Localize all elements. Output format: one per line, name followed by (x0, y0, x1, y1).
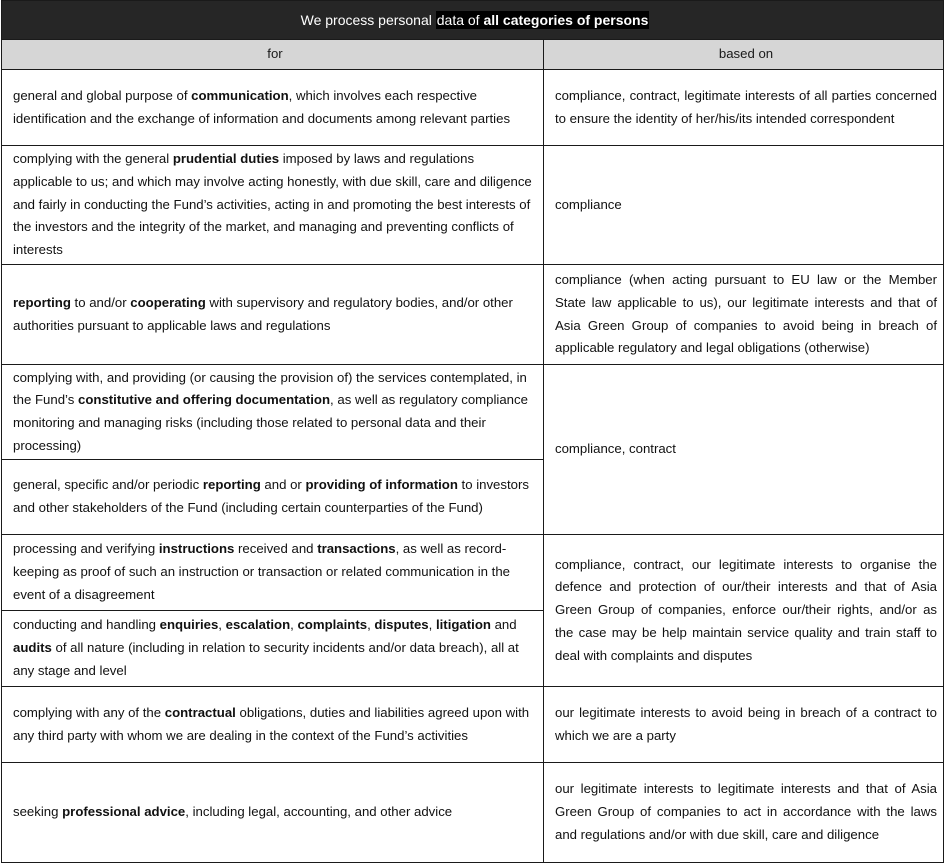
text-segment: received and (234, 541, 318, 557)
purpose-cell (2, 265, 544, 365)
text-segment: to investors and other stakeholders of the Fund (including certain counterparties of the Fund) (13, 477, 529, 515)
legal-basis-cell: our legitimate interests to avoid being in breach of a contract to which we are a party (544, 687, 944, 763)
text-segment: complying with any of the (13, 704, 165, 720)
legal-basis-cell: compliance, contract, legitimate interests of all parties concerned to ensure the identity of her/his/its intended correspondent (544, 70, 944, 146)
emphasized-term: escalation (225, 617, 291, 633)
table-row (2, 535, 944, 611)
text-segment: , (428, 617, 436, 633)
emphasized-term: disputes (374, 617, 429, 633)
emphasized-term: professional advice (62, 804, 186, 820)
legal-basis-cell: our legitimate interests to legitimate interests and that of Asia Green Group of companies to act in accordance with the laws and regulations and/or with due skill, care and diligence (544, 763, 944, 863)
text-segment: , including legal, accounting, and other advice (185, 804, 453, 820)
emphasized-term: instructions (158, 541, 235, 557)
emphasized-term: litigation (435, 617, 491, 633)
text-segment: conducting and handling (13, 617, 160, 633)
table-row (2, 265, 944, 365)
text-segment: complying with, and providing (or causing the provision of) the services contemplated, in the Fund’s (13, 369, 527, 408)
emphasized-term: reporting (13, 294, 71, 310)
table-row (2, 70, 944, 146)
text-segment: obligations, duties and liabilities agreed upon with any third party with whom we are dealing in the context of the Fund’s activities (13, 704, 530, 743)
legal-basis-cell: compliance (when acting pursuant to EU law or the Member State law applicable to us), our legitimate interests and that of Asia Green Group of companies to avoid being in breach of applicable regulatory and legal obligations (otherwise) (544, 265, 944, 365)
purpose-cell (2, 365, 544, 460)
table-row (2, 365, 944, 460)
text-segment: , as well as record-keeping as proof of such an instruction or transaction or related communication in the event of a disagreement (13, 541, 511, 602)
text-segment: general, specific and/or periodic (13, 477, 203, 493)
purpose-cell (2, 460, 544, 535)
emphasized-term: prudential duties (172, 151, 280, 167)
text-segment: , which involves each respective identification and the exchange of information and documents among relevant parties (13, 87, 511, 126)
emphasized-term: providing of information (305, 477, 458, 493)
emphasized-term: cooperating (130, 294, 206, 310)
purpose-cell (2, 146, 544, 265)
text-segment: processing and verifying (13, 541, 159, 557)
text-segment: imposed by laws and regulations applicable to us; and which may involve acting honestly, with due skill, care and diligence and fairly in conducting the Fund’s activities, acting in and promoting the best interests of the investors and the integrity of the market, and managing and preventing conflicts of interests (13, 151, 532, 258)
emphasized-term: communication (191, 87, 289, 103)
text-segment: of all nature (including in relation to security incidents and/or data breach), all at any stage and level (13, 640, 519, 678)
text-segment: , (367, 617, 375, 633)
purpose-cell (2, 70, 544, 146)
text-segment: , (290, 617, 298, 633)
column-header-for: for (2, 40, 544, 70)
legal-basis-cell: compliance, contract (544, 365, 944, 535)
legal-basis-cell: compliance, contract, our legitimate interests to organise the defence and protection of our/their interests and that of Asia Green Group of companies, enforce our/their rights, and/or as the case may be help maintain service quality and train staff to deal with complaints and disputes (544, 535, 944, 687)
text-segment: , (218, 617, 226, 633)
title-highlight (436, 11, 650, 29)
text-segment: with supervisory and regulatory bodies, and/or other authorities pursuant to applicable laws and regulations (13, 294, 513, 333)
text-segment: complying with the general (13, 151, 173, 167)
text-segment: to and/or (70, 294, 131, 310)
emphasized-term: audits (13, 640, 52, 656)
emphasized-term: transactions (317, 541, 396, 557)
table-banner-row (2, 1, 944, 40)
text-segment: , as well as regulatory compliance monitoring and managing risks (including those related to personal data and their processing) (13, 392, 528, 453)
purpose-cell (2, 535, 544, 611)
title-highlight-plain: data of (436, 11, 484, 28)
column-header-row (2, 40, 944, 70)
table-row (2, 146, 944, 265)
title-prefix: We process personal (300, 11, 436, 28)
text-segment: seeking (13, 804, 63, 820)
purpose-cell (2, 687, 544, 763)
emphasized-term: reporting (202, 477, 261, 493)
emphasized-term: complaints (297, 617, 368, 633)
emphasized-term: enquiries (159, 617, 219, 633)
purpose-cell (2, 611, 544, 687)
purpose-cell (2, 763, 544, 863)
emphasized-term: contractual (164, 704, 236, 720)
data-processing-table (1, 0, 944, 863)
text-segment: and (490, 617, 517, 633)
table-row (2, 763, 944, 863)
legal-basis-cell: compliance (544, 146, 944, 265)
column-header-based-on: based on (544, 40, 944, 70)
emphasized-term: constitutive and offering documentation (78, 392, 331, 408)
table-row (2, 687, 944, 763)
table-title (2, 1, 944, 40)
title-highlight-bold: all categories of persons (483, 11, 649, 28)
text-segment: and or (260, 477, 306, 493)
text-segment: general and global purpose of (13, 87, 192, 103)
